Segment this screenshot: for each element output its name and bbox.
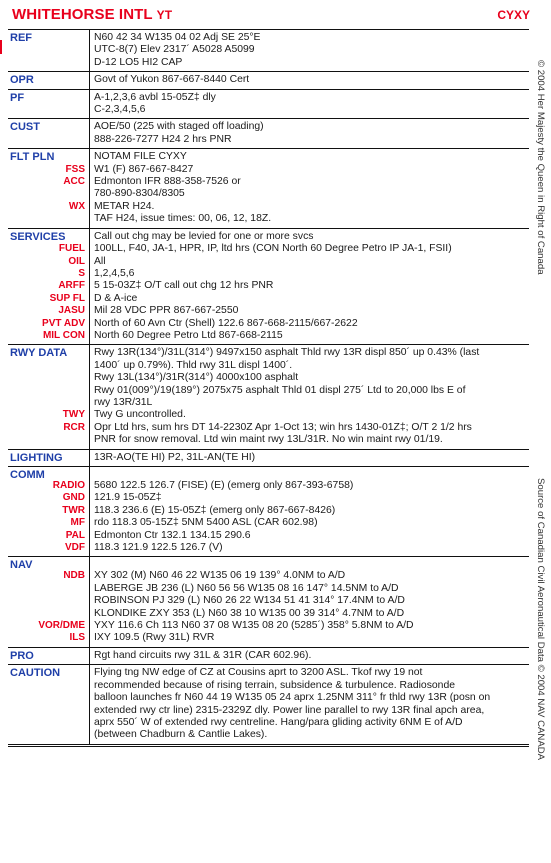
text-line: TAF H24, issue times: 00, 06, 12, 18Z.	[89, 213, 529, 227]
row-label-ref: REF	[10, 32, 32, 44]
row-fltpln	[8, 149, 529, 228]
text-line: 1,2,4,5,6	[89, 268, 529, 280]
sub-label: RCR	[63, 421, 85, 433]
row-label-opr: OPR	[10, 74, 34, 87]
text-line: IXY 109.5 (Rwy 31L) RVR	[89, 632, 529, 646]
row-label-caution: CAUTION	[10, 667, 61, 680]
sub-label: VDF	[65, 542, 85, 554]
text-line: All	[89, 256, 529, 268]
text-line: METAR H24.	[89, 201, 529, 213]
text-line: Edmonton IFR 888-358-7526 or	[89, 176, 529, 188]
sub-label: SUP FL	[49, 292, 85, 304]
text-line: 121.9 15-05Z‡	[89, 492, 529, 504]
sub-label	[8, 385, 89, 397]
row-lighting	[8, 450, 529, 467]
sub-label	[8, 595, 89, 607]
sub-label: ARFF	[58, 280, 85, 292]
row-pf	[8, 90, 529, 120]
sub-label: FUEL	[58, 243, 85, 255]
sub-label: ACC	[63, 176, 85, 188]
change-bar	[0, 40, 2, 54]
row-label-comm: COMM	[10, 469, 45, 481]
row-label-pro: PRO	[10, 649, 34, 662]
text-line: Call out chg may be levied for one or more svcs	[89, 229, 529, 243]
text-line: 780-890-8304/8305	[89, 188, 529, 200]
sub-label: ILS	[69, 632, 85, 644]
row-rwydata	[8, 345, 529, 449]
sub-label	[8, 213, 89, 227]
text-line: ROBINSON PJ 329 (L) N60 26 22 W134 51 41 314° 17.4NM to A/D	[89, 595, 529, 607]
text-line: Edmonton Ctr 132.1 134.15 290.6	[89, 530, 529, 542]
text-line: D-12 LO5 HI2 CAP	[94, 56, 183, 68]
sub-label: TWY	[62, 409, 85, 421]
row-label-lighting: LIGHTING	[10, 451, 63, 464]
text-line: Twy G uncontrolled.	[89, 409, 529, 421]
row-content-pro	[89, 648, 529, 664]
text-line: Govt of Yukon 867-667-8440 Cert	[94, 74, 250, 86]
row-label-pf: PF	[10, 91, 25, 104]
province: YT	[156, 8, 173, 22]
sub-label: VOR/DME	[38, 620, 85, 632]
text-line: 888-226-7277 H24 2 hrs PNR	[94, 133, 232, 145]
text-line: rwy 13R/31L	[89, 397, 529, 409]
sub-label	[8, 372, 89, 384]
row-label-fltpln: FLT PLN	[10, 151, 55, 164]
sub-label	[8, 397, 89, 409]
aerodrome-table	[8, 29, 529, 747]
text-line: 118.3 236.6 (E) 15-05Z‡ (emerg only 867-667-8426)	[89, 505, 529, 517]
text-line: 1400´ up 0.79%). Thld rwy 31L displ 1400´.	[89, 360, 529, 372]
sub-label	[8, 608, 89, 620]
text-line: Rwy 13L(134°)/31R(314°) 4000x100 asphalt	[89, 372, 529, 384]
row-content-opr	[89, 72, 529, 88]
sub-label: WX	[68, 200, 85, 212]
row-label-cust: CUST	[10, 121, 40, 134]
text-line: LABERGE JB 236 (L) N60 56 56 W135 08 16 147° 14.5NM to A/D	[89, 583, 529, 595]
text-line: Flying tng NW edge of CZ at Cousins aprt to 3200 ASL. Tkof rwy 19 not	[94, 667, 423, 679]
sub-label	[8, 434, 89, 448]
text-line: XY 302 (M) N60 46 22 W135 06 19 139° 4.0NM to A/D	[89, 570, 529, 582]
row-label-nav: NAV	[10, 559, 33, 572]
text-line: Opr Ltd hrs, sum hrs DT 14-2230Z Apr 1-Oct 13; win hrs 1430-01Z‡; O/T 2 1/2 hrs	[89, 422, 529, 434]
text-line: YXY 116.6 Ch 113 N60 37 08 W135 08 20 (5285´) 358° 5.8NM to A/D	[89, 620, 529, 632]
airport-header	[12, 6, 530, 26]
row-pro	[8, 648, 529, 665]
text-line: North of 60 Avn Ctr (Shell) 122.6 867-668-2115/667-2622	[89, 318, 529, 330]
sub-label: RADIO	[52, 480, 85, 491]
sub-label: OIL	[68, 255, 85, 267]
sub-label	[8, 583, 89, 595]
sub-label: MIL CON	[42, 329, 85, 341]
sub-label: S	[78, 267, 85, 279]
row-opr	[8, 72, 529, 89]
airport-name: WHITEHORSE INTL YT	[12, 6, 173, 23]
copyright-note-bottom: Source of Canadian Civil Aeronautical Data © 2004 NAV CANADA	[535, 478, 546, 761]
sub-label	[8, 360, 89, 372]
text-line: N60 42 34 W135 04 02 Adj SE 25°E	[94, 32, 261, 43]
text-line: 13R-AO(TE HI) P2, 31L-AN(TE HI)	[94, 451, 256, 463]
text-line: Rgt hand circuits rwy 31L & 31R (CAR 602.96).	[94, 649, 312, 661]
sub-label	[8, 188, 89, 200]
row-content-pf	[89, 90, 529, 119]
row-content-cust	[89, 119, 529, 148]
sub-label: TWR	[62, 504, 85, 516]
sub-label: NDB	[63, 570, 85, 582]
row-content-lighting	[89, 450, 529, 466]
text-line: 100LL, F40, JA-1, HPR, IP, ltd hrs (CON North 60 Degree Petro IP JA-1, FSII)	[89, 243, 529, 255]
copyright-note-top: © 2004 Her Majesty the Queen in Right of Canada	[535, 60, 546, 275]
row-cust	[8, 119, 529, 149]
sub-label: JASU	[58, 305, 85, 317]
sub-label: FSS	[65, 163, 85, 175]
sub-label: PVT ADV	[42, 317, 85, 329]
row-label-services: SERVICES	[10, 230, 66, 243]
text-line: Rwy 01(009°)/19(189°) 2075x75 asphalt Thld 01 displ 275´ Ltd to 20,000 lbs E of	[89, 385, 529, 397]
text-line: balloon launches fr N60 44 19 W135 05 24 aprx 1.25NM 311° fr thld rwy 13R (posn on	[94, 692, 491, 704]
row-content-ref	[89, 30, 529, 71]
row-caution	[8, 665, 529, 746]
text-line: 5 15-03Z‡ O/T call out chg 12 hrs PNR	[89, 280, 529, 292]
sub-label: MF	[70, 517, 85, 529]
text-line: NOTAM FILE CYXY	[89, 149, 529, 163]
row-nav	[8, 557, 529, 647]
text-line: D & A-ice	[89, 293, 529, 305]
text-line: KLONDIKE ZXY 353 (L) N60 38 10 W135 00 39 314° 4.7NM to A/D	[89, 608, 529, 620]
sub-label: GND	[62, 492, 85, 504]
text-line: 118.3 121.9 122.5 126.7 (V)	[89, 542, 529, 556]
row-label-rwydata: RWY DATA	[10, 347, 68, 360]
row-services	[8, 229, 529, 346]
sub-label: PAL	[65, 529, 85, 541]
text-line: North 60 Degree Petro Ltd 867-668-2115	[89, 330, 529, 344]
text-line: W1 (F) 867-667-8427	[89, 164, 529, 176]
text-line: Rwy 13R(134°)/31L(314°) 9497x150 asphalt Thld rwy 13R displ 850´ up 0.43% (last	[89, 345, 529, 359]
text-line: UTC-8(7) Elev 2317´ A5028 A5099	[94, 44, 255, 56]
text-line: rdo 118.3 05-15Z‡ 5NM 5400 ASL (CAR 602.98)	[89, 517, 529, 529]
text-line: aprx 550´ W of extended rwy centreline. Hang/para gliding activity 6NM E of A/D	[94, 716, 463, 728]
text-line: (between Chadburn & Cantlie Lakes).	[94, 729, 268, 741]
row-comm	[8, 467, 529, 557]
row-content-caution	[89, 665, 529, 743]
text-line: AOE/50 (225 with staged off loading)	[94, 121, 264, 133]
airport-ident: CYXY	[497, 8, 530, 22]
text-line: extended rwy ctr line) 2315-2329Z dly. Power line parallel to rwy 13R final apch area,	[94, 704, 485, 716]
text-line: recommended because of rising terrain, subsidence & turbulence. Radiosonde	[94, 679, 455, 691]
text-line: C-2,3,4,5,6	[94, 104, 146, 116]
text-line: Mil 28 VDC PPR 867-667-2550	[89, 305, 529, 317]
text-line: A-1,2,3,6 avbl 15-05Z‡ dly	[94, 91, 216, 103]
text-line: 5680 122.5 126.7 (FISE) (E) (emerg only 867-393-6758)	[89, 480, 529, 492]
text-line: PNR for snow removal. Ltd win maint rwy 13L/31R. No win maint rwy 01/19.	[89, 434, 529, 448]
row-ref	[8, 30, 529, 72]
